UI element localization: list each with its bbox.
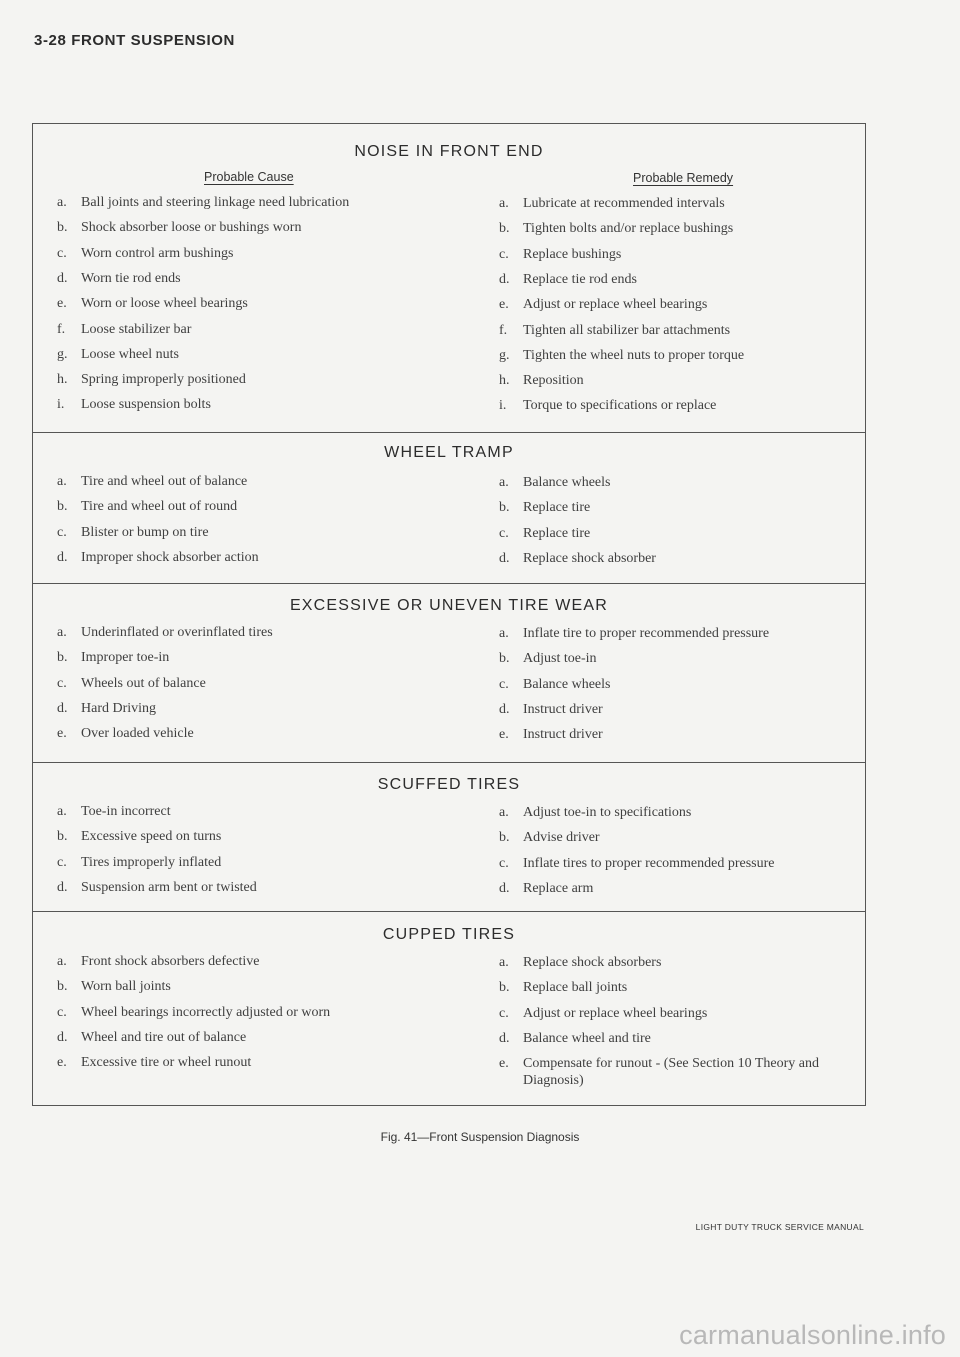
item-text: Worn control arm bushings (81, 245, 234, 261)
item-text: Wheel and tire out of balance (81, 1029, 247, 1045)
item-letter: c. (499, 676, 509, 692)
item-text: Worn ball joints (81, 979, 171, 995)
item-text: Balance wheels (523, 676, 611, 692)
item-letter: c. (499, 525, 509, 541)
item-text: Toe-in incorrect (81, 804, 171, 819)
item-text: Reposition (523, 373, 584, 389)
item-letter: h. (499, 373, 510, 389)
item-text: Advise driver (523, 830, 600, 846)
item-letter: c. (499, 1005, 509, 1021)
item-text: Improper shock absorber action (81, 549, 259, 565)
item-text: Tighten the wheel nuts to proper torque (523, 347, 745, 363)
section-title: NOISE IN FRONT END (354, 143, 544, 160)
item-letter: g. (499, 347, 510, 363)
item-letter: c. (57, 1004, 67, 1020)
col-head-cause: Probable Cause (204, 170, 294, 184)
item-text: Underinflated or overinflated tires (81, 625, 273, 640)
item-text: Worn tie rod ends (81, 270, 181, 286)
item-text: Compensate for runout - (See Section 10 Theory and Diagnosis) (523, 1056, 820, 1089)
item-letter: b. (57, 220, 68, 236)
item-letter: d. (57, 549, 68, 565)
diagnosis-section (33, 911, 865, 1108)
figure-caption: Fig. 41—Front Suspension Diagnosis (380, 1130, 580, 1144)
item-letter: a. (57, 195, 67, 210)
item-letter: a. (499, 626, 509, 641)
item-letter: d. (499, 550, 510, 566)
diagnosis-section (33, 762, 865, 912)
item-letter: i. (499, 398, 507, 414)
item-text: Instruct driver (523, 727, 603, 743)
item-text: Lubricate at recommended intervals (523, 196, 725, 211)
item-letter: d. (499, 271, 510, 287)
item-letter: a. (57, 804, 67, 819)
item-text: Replace tire (523, 500, 591, 516)
item-letter: b. (499, 980, 510, 996)
section-title: WHEEL TRAMP (384, 444, 514, 461)
item-text: Adjust toe-in (523, 651, 597, 667)
item-text: Loose suspension bolts (81, 397, 211, 413)
item-text: Tighten bolts and/or replace bushings (523, 221, 734, 237)
item-letter: a. (499, 196, 509, 211)
diagnosis-section (33, 583, 865, 763)
item-text: Spring improperly positioned (81, 372, 246, 388)
item-text: Inflate tire to proper recommended pressure (523, 626, 770, 641)
manual-footer: LIGHT DUTY TRUCK SERVICE MANUAL (695, 1222, 864, 1232)
item-text: Wheel bearings incorrectly adjusted or worn (81, 1004, 331, 1020)
item-text: Excessive speed on turns (81, 829, 222, 845)
col-head-remedy: Probable Remedy (633, 171, 734, 185)
item-letter: f. (499, 322, 508, 338)
item-letter: e. (499, 727, 509, 743)
item-letter: c. (499, 246, 509, 262)
item-letter: d. (499, 880, 510, 896)
item-letter: b. (499, 830, 510, 846)
item-letter: b. (57, 499, 68, 515)
item-text: Worn or loose wheel bearings (81, 296, 248, 312)
item-text: Over loaded vehicle (81, 726, 194, 742)
item-text: Wheels out of balance (81, 675, 206, 691)
diagnosis-section (33, 124, 865, 432)
item-text: Blister or bump on tire (81, 524, 209, 540)
item-letter: d. (57, 700, 68, 716)
item-text: Balance wheel and tire (523, 1030, 651, 1046)
item-letter: b. (57, 979, 68, 995)
item-text: Replace tire (523, 525, 591, 541)
item-text: Hard Driving (81, 700, 157, 716)
item-letter: d. (57, 879, 68, 895)
item-text: Tighten all stabilizer bar attachments (523, 322, 731, 338)
item-letter: e. (57, 726, 67, 742)
item-text: Balance wheels (523, 475, 611, 490)
item-letter: a. (57, 474, 67, 489)
item-letter: d. (499, 1030, 510, 1046)
item-letter: e. (57, 1055, 67, 1071)
section-title: EXCESSIVE OR UNEVEN TIRE WEAR (289, 597, 609, 614)
item-letter: i. (57, 397, 65, 413)
item-letter: c. (57, 675, 67, 691)
watermark: carmanualsonline.info (679, 1320, 946, 1350)
item-text: Tire and wheel out of balance (81, 474, 248, 489)
item-letter: b. (499, 651, 510, 667)
item-letter: c. (499, 855, 509, 871)
item-letter: h. (57, 372, 68, 388)
item-text: Front shock absorbers defective (81, 954, 260, 969)
item-text: Torque to specifications or replace (523, 398, 717, 414)
page-header: 3-28 FRONT SUSPENSION (34, 32, 235, 49)
item-letter: b. (57, 829, 68, 845)
section-title: SCUFFED TIRES (377, 776, 521, 793)
item-text: Loose wheel nuts (81, 346, 179, 362)
item-letter: a. (499, 475, 509, 490)
item-letter: e. (57, 296, 67, 312)
item-letter: d. (57, 1029, 68, 1045)
item-text: Replace ball joints (523, 980, 628, 996)
item-text: Replace bushings (523, 246, 622, 262)
item-text: Excessive tire or wheel runout (81, 1055, 252, 1071)
item-letter: c. (57, 524, 67, 540)
item-letter: a. (499, 955, 509, 970)
item-letter: a. (499, 805, 509, 820)
item-text: Replace tie rod ends (523, 271, 637, 287)
item-letter: f. (57, 321, 66, 337)
item-letter: c. (57, 245, 67, 261)
diagnosis-section (33, 432, 865, 584)
item-text: Ball joints and steering linkage need lubrication (81, 195, 350, 210)
diagnosis-table (32, 123, 866, 1106)
item-letter: a. (57, 625, 67, 640)
item-text: Improper toe-in (81, 650, 170, 666)
item-text: Adjust toe-in to specifications (523, 805, 692, 820)
item-letter: c. (57, 854, 67, 870)
item-text: Loose stabilizer bar (81, 321, 192, 337)
item-letter: b. (57, 650, 68, 666)
item-letter: d. (499, 701, 510, 717)
item-text: Replace arm (523, 880, 594, 896)
item-letter: e. (499, 1056, 509, 1072)
item-text: Replace shock absorber (523, 550, 656, 566)
item-letter: b. (499, 221, 510, 237)
item-letter: g. (57, 346, 68, 362)
item-text: Adjust or replace wheel bearings (523, 297, 708, 313)
item-text: Tire and wheel out of round (81, 499, 238, 515)
item-text: Inflate tires to proper recommended pressure (523, 855, 775, 871)
item-text: Replace shock absorbers (523, 955, 662, 970)
item-text: Adjust or replace wheel bearings (523, 1005, 708, 1021)
item-text: Suspension arm bent or twisted (81, 879, 257, 895)
item-letter: d. (57, 270, 68, 286)
item-text: Shock absorber loose or bushings worn (81, 220, 302, 236)
item-letter: b. (499, 500, 510, 516)
item-text: Instruct driver (523, 701, 603, 717)
item-letter: e. (499, 297, 509, 313)
item-text: Tires improperly inflated (81, 854, 222, 870)
section-title: CUPPED TIRES (382, 926, 516, 943)
item-letter: a. (57, 954, 67, 969)
